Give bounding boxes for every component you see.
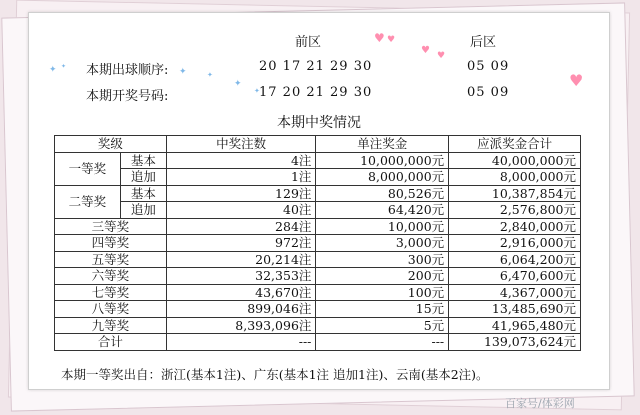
table-row — [55, 317, 581, 334]
count-cell: 20,214注 — [166, 251, 316, 268]
level-cell: 九等奖 — [55, 317, 167, 334]
type-cell: 基本 — [120, 152, 166, 169]
table-row — [55, 218, 581, 235]
star-icon: ✦ — [254, 87, 260, 95]
count-cell: 40注 — [166, 202, 316, 219]
heart-icon: ♥ — [421, 45, 430, 56]
prize-cell: 80,526元 — [316, 185, 449, 202]
prize-cell: 3,000元 — [316, 235, 449, 252]
table-row — [55, 284, 581, 301]
prize-cell: --- — [316, 334, 449, 351]
level-cell: 三等奖 — [55, 218, 167, 235]
table-header-row — [55, 136, 581, 153]
prize-cell: 200元 — [316, 268, 449, 285]
count-cell: 284注 — [166, 218, 316, 235]
table-row — [55, 202, 581, 219]
draw-order-front: 20 17 21 29 30 — [259, 59, 373, 74]
count-cell: 32,353注 — [166, 268, 316, 285]
level-cell: 八等奖 — [55, 301, 167, 318]
total-cell: 4,367,000元 — [449, 284, 581, 301]
total-cell: 6,064,200元 — [449, 251, 581, 268]
total-cell: 2,576,800元 — [449, 202, 581, 219]
total-cell: 40,000,000元 — [449, 152, 581, 169]
star-icon: ✦ — [207, 71, 213, 79]
type-cell: 基本 — [120, 185, 166, 202]
prize-cell: 64,420元 — [316, 202, 449, 219]
heart-icon: ♥ — [437, 51, 446, 61]
winning-front: 17 20 21 29 30 — [259, 85, 373, 100]
count-cell: 1注 — [166, 169, 316, 186]
table-row — [55, 268, 581, 285]
draw-order-back: 05 09 — [467, 59, 510, 74]
heart-icon: ♥ — [387, 35, 396, 45]
heart-icon: ♥ — [374, 31, 385, 45]
front-zone-header: 前区 — [295, 35, 322, 50]
total-cell: 6,470,600元 — [449, 268, 581, 285]
header-level: 奖级 — [55, 136, 167, 153]
prize-cell: 10,000,000元 — [316, 152, 449, 169]
winning-back: 05 09 — [467, 85, 510, 100]
count-cell: 129注 — [166, 185, 316, 202]
header-prize: 单注奖金 — [316, 136, 449, 153]
table-row — [55, 251, 581, 268]
star-icon: ✦ — [179, 67, 187, 77]
heart-icon: ♥ — [569, 71, 584, 90]
prize-cell: 10,000元 — [316, 218, 449, 235]
table-row — [55, 301, 581, 318]
total-cell: 2,916,000元 — [449, 235, 581, 252]
header-count: 中奖注数 — [166, 136, 316, 153]
total-cell: 2,840,000元 — [449, 218, 581, 235]
winning-numbers-label: 本期开奖号码: — [86, 89, 169, 104]
total-cell: 139,073,624元 — [449, 334, 581, 351]
lottery-result-card — [28, 12, 610, 390]
count-cell: --- — [166, 334, 316, 351]
level-cell: 六等奖 — [55, 268, 167, 285]
total-cell: 13,485,690元 — [449, 301, 581, 318]
table-row — [55, 152, 581, 169]
prize-table — [54, 135, 581, 351]
total-cell: 41,965,480元 — [449, 317, 581, 334]
count-cell: 899,046注 — [166, 301, 316, 318]
star-icon: ✦ — [61, 63, 67, 70]
table-row — [55, 235, 581, 252]
table-row — [55, 169, 581, 186]
star-icon: ✦ — [234, 79, 242, 89]
type-cell: 追加 — [120, 169, 166, 186]
watermark: 百家号/体彩网 — [505, 397, 575, 410]
header-total: 应派奖金合计 — [449, 136, 581, 153]
count-cell: 972注 — [166, 235, 316, 252]
total-cell: 10,387,854元 — [449, 185, 581, 202]
prize-cell: 300元 — [316, 251, 449, 268]
prize-cell: 15元 — [316, 301, 449, 318]
level-cell: 二等奖 — [55, 185, 121, 218]
star-icon: ✦ — [49, 65, 57, 75]
prize-cell: 8,000,000元 — [316, 169, 449, 186]
table-row — [55, 185, 581, 202]
back-zone-header: 后区 — [470, 35, 497, 50]
total-cell: 8,000,000元 — [449, 169, 581, 186]
first-prize-origin-note: 本期一等奖出自：浙江(基本1注)、广东(基本1注 追加1注)、云南(基本2注)。 — [61, 367, 489, 382]
section-title: 本期中奖情况 — [277, 115, 361, 131]
draw-order-label: 本期出球顺序: — [86, 63, 169, 78]
table-total-row — [55, 334, 581, 351]
count-cell: 8,393,096注 — [166, 317, 316, 334]
prize-cell: 100元 — [316, 284, 449, 301]
prize-cell: 5元 — [316, 317, 449, 334]
type-cell: 追加 — [120, 202, 166, 219]
count-cell: 43,670注 — [166, 284, 316, 301]
level-cell: 四等奖 — [55, 235, 167, 252]
level-cell: 七等奖 — [55, 284, 167, 301]
level-cell: 一等奖 — [55, 152, 121, 185]
level-cell: 合计 — [55, 334, 167, 351]
count-cell: 4注 — [166, 152, 316, 169]
level-cell: 五等奖 — [55, 251, 167, 268]
